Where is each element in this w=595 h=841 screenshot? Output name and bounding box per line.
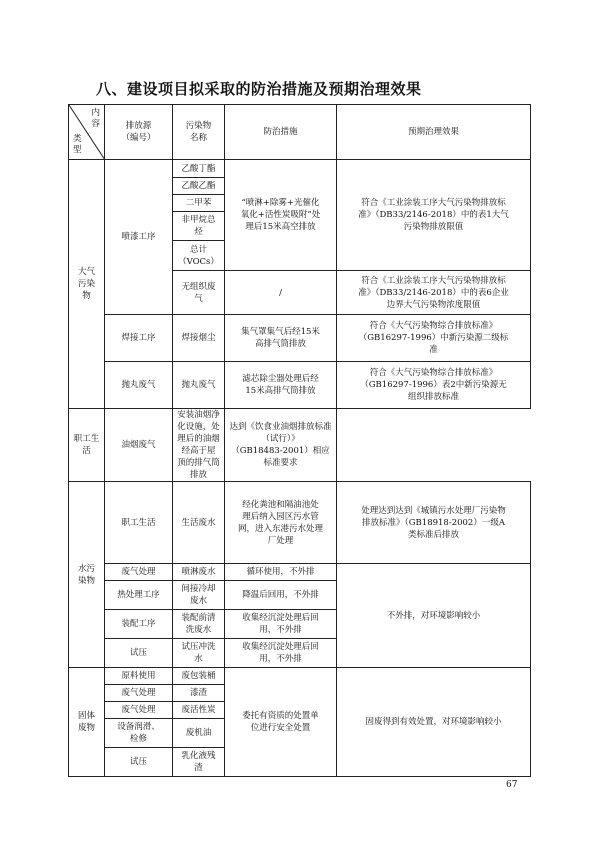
pollutant-cell: 漆渣 (173, 685, 225, 702)
effect-cell: 符合《工业涂装工序大气污染物排放标 准》（DB33/2146-2018）中的表1大气 污染物排放限值 (337, 160, 531, 271)
source-cell: 试压 (105, 639, 173, 668)
source-cell: 热处理工序 (105, 581, 173, 610)
header-row (69, 105, 531, 160)
source-cell: 原料使用 (105, 668, 173, 685)
source-cell: 装配工序 (105, 610, 173, 639)
source-cell: 喷漆工序 (105, 160, 173, 315)
header-measure: 防治措施 (225, 105, 337, 160)
pollutant-cell: 二甲苯 (173, 195, 225, 212)
effect-cell: 固废得到有效处置，对环境影响较小 (337, 668, 531, 777)
header-pollutant: 污染物 名称 (173, 105, 225, 160)
measure-cell: 滤芯除尘器处理后经 15米高排气筒排放 (225, 362, 337, 409)
measure-cell: 委托有资质的处置单 位进行安全处置 (225, 668, 337, 777)
table-row (69, 315, 531, 362)
measure-cell: 收集经沉淀处理后回 用，不外排 (225, 610, 337, 639)
table-row (69, 482, 531, 564)
effect-cell: 符合《大气污染物综合排放标准》 （GB16297-1996）中新污染源二级标 准 (337, 315, 531, 362)
corner-type-label: 类 型 (73, 134, 82, 155)
table-row (69, 362, 531, 409)
pollutant-cell: 生活废水 (173, 482, 225, 564)
effect-cell: 符合《大气污染物综合排放标准》 （GB16297-1996）表2中新污染源无 组织排放标准 (337, 362, 531, 409)
pollutant-cell: 非甲烷总 烃 (173, 212, 225, 241)
measure-cell: 经化粪池和隔油池处 理后纳入园区污水管 网，进入东港污水处理 厂处理 (225, 482, 337, 564)
pollutant-cell: 废机油 (173, 719, 225, 748)
source-cell: 焊接工序 (105, 315, 173, 362)
pollutant-cell: 乙酸乙酯 (173, 178, 225, 195)
source-cell: 职工生活 (69, 409, 105, 482)
table-row (69, 409, 531, 482)
measure-cell: 收集经沉淀处理后回 用，不外排 (225, 639, 337, 668)
measure-cell: 循环使用，不外排 (225, 564, 337, 581)
source-cell: 抛丸废气 (105, 362, 173, 409)
header-source: 排放源 （编号） (105, 105, 173, 160)
pollutant-cell: 焊接烟尘 (173, 315, 225, 362)
page-number: 67 (506, 780, 518, 790)
table-row (69, 160, 531, 178)
pollutant-cell: 乳化液残 渣 (173, 748, 225, 777)
measure-cell: 降温后回用，不外排 (225, 581, 337, 610)
measure-cell: 集气罩集气后经15米 高排气筒排放 (225, 315, 337, 362)
corner-header-cell (69, 105, 105, 160)
pollutant-cell: 无组织废 气 (173, 271, 225, 315)
source-cell: 试压 (105, 748, 173, 777)
pollutant-cell: 抛丸废气 (173, 362, 225, 409)
pollutant-cell: 总计 （VOCs） (173, 241, 225, 271)
source-cell: 职工生活 (105, 482, 173, 564)
effect-cell: 符合《工业涂装工序大气污染物排放标 准》（DB33/2146-2018）中的表6企业 边界大气污染物浓度限值 (337, 271, 531, 315)
measure-cell: / (225, 271, 337, 315)
pollutant-cell: 装配前清 洗废水 (173, 610, 225, 639)
pollutant-cell: 油烟废气 (105, 409, 173, 482)
source-cell: 设备润滑、 检修 (105, 719, 173, 748)
pollutant-cell: 废包装桶 (173, 668, 225, 685)
measure-cell: “喷淋+除雾+光催化 氧化+活性炭吸附”处 理后15米高空排放 (225, 160, 337, 271)
header-effect: 预期治理效果 (337, 105, 531, 160)
effect-cell: 处理达到达到《城镇污水处理厂污染物 排放标准》（GB18918-2002）一级A 类标准后排放 (337, 482, 531, 564)
effect-cell: 达到《饮食业油烟排放标准（试行）》 （GB18483-2001）相应标准要求 (225, 409, 337, 482)
pollutant-cell: 喷淋废水 (173, 564, 225, 581)
table-row (69, 564, 531, 581)
measures-table (68, 104, 531, 777)
effect-cell: 不外排，对环境影响较小 (337, 564, 531, 668)
pollutant-cell: 乙酸丁酯 (173, 160, 225, 178)
category-water: 水污 染物 (69, 482, 105, 668)
table-row (69, 668, 531, 685)
page-title: 八、建设项目拟采取的防治措施及预期治理效果 (96, 80, 422, 98)
pollutant-cell: 废活性炭 (173, 702, 225, 719)
pollutant-cell: 间接冷却 废水 (173, 581, 225, 610)
category-air: 大气 污染 物 (69, 160, 105, 409)
pollutant-cell: 试压冲洗 水 (173, 639, 225, 668)
source-cell: 废气处理 (105, 702, 173, 719)
corner-content-label: 内 容 (91, 108, 100, 129)
category-solid: 固体 废物 (69, 668, 105, 777)
measure-cell: 安装油烟净化设施，处 理后的油烟经高于屋 顶的排气筒排放 (173, 409, 225, 482)
source-cell: 废气处理 (105, 685, 173, 702)
source-cell: 废气处理 (105, 564, 173, 581)
